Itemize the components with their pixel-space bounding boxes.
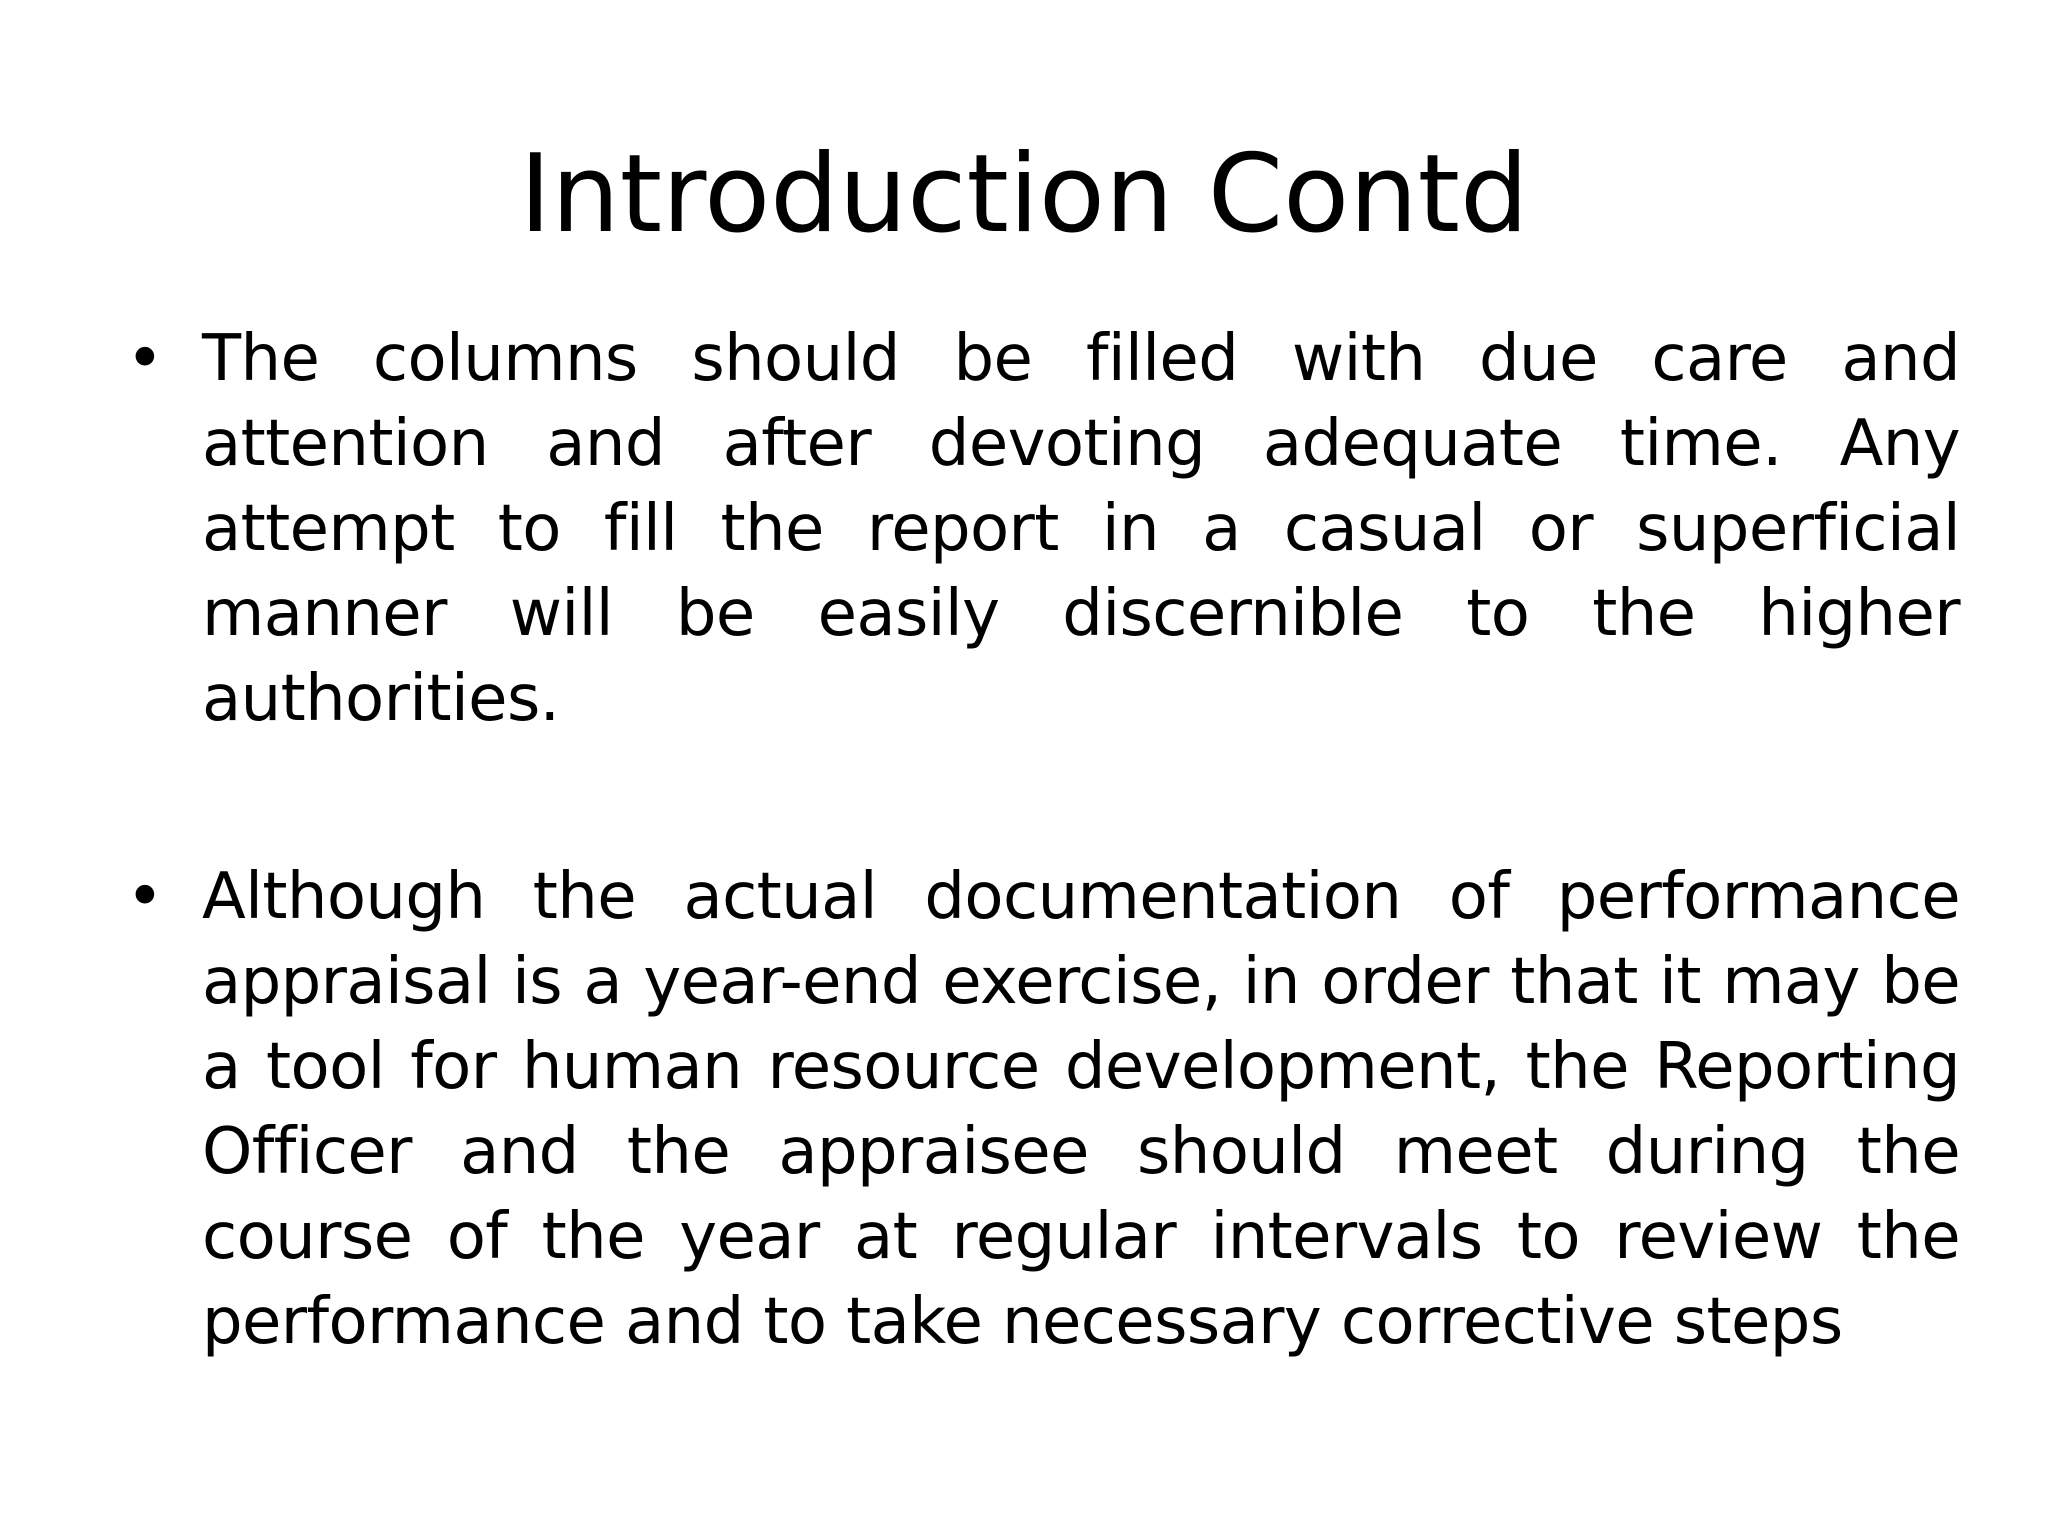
bullet-text: Although the actual documentation of performance appraisal is a year-end exercise, in order that it may be a tool for human resource development, the Reporting Officer and the appraisee should meet during the course of the year at regular intervals to review the performance and to take necessary corrective steps [202, 860, 1960, 1359]
slide-title: Introduction Contd [519, 132, 1529, 257]
bullet-dot-icon: • [126, 860, 164, 934]
bullet-dot-icon: • [126, 322, 164, 396]
bullet-text: The columns should be filled with due care and attention and after devoting adequate time. Any attempt to fill the report in a casual or superficial manner will be easily discernible to the higher authorities. [202, 322, 1960, 736]
